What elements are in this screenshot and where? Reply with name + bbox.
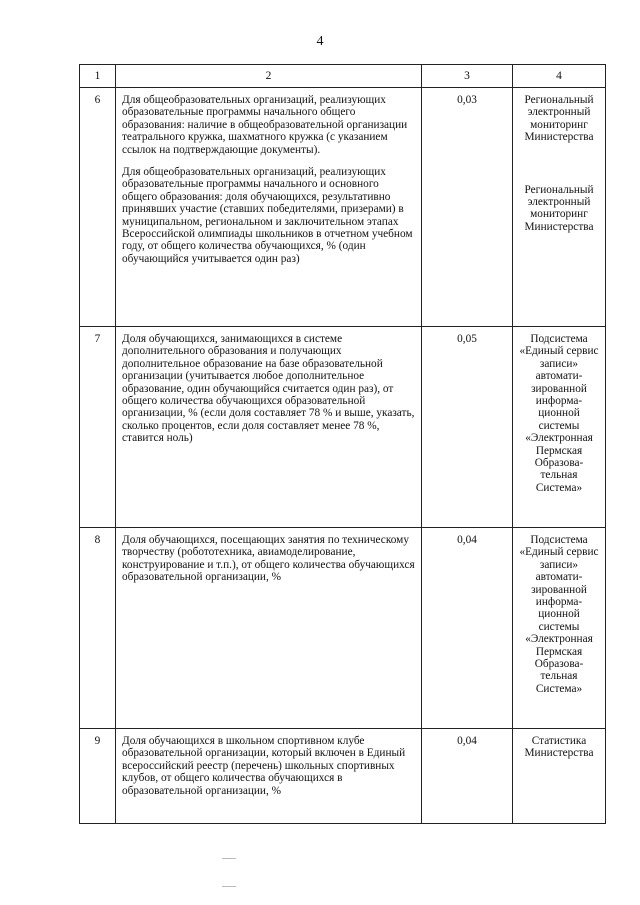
header-cell-4: 4 bbox=[513, 65, 606, 88]
row-number: 7 bbox=[80, 327, 116, 528]
table-header-row bbox=[80, 65, 606, 88]
criterion-paragraph: Доля обучающихся, посещающих занятия по техническому творчеству (робототехника, авиамоделирование, конструирование и т.п.), от общего количества обучающихся образовательной организации, % bbox=[122, 534, 415, 584]
row-number: 8 bbox=[80, 528, 116, 729]
header-cell-3: 3 bbox=[422, 65, 513, 88]
criterion-description bbox=[116, 327, 422, 528]
criterion-description bbox=[116, 528, 422, 729]
table-row bbox=[80, 528, 606, 729]
data-source-text: Региональный электронный мониторинг Министерства bbox=[524, 94, 594, 144]
criterion-paragraph: Доля обучающихся в школьном спортивном клубе образовательной организации, который включен в Единый всероссийский реестр (перечень) школьных спортивных клубов, от общего количества обучающихся в образовательной организации, % bbox=[122, 735, 406, 797]
criteria-table bbox=[79, 64, 606, 824]
data-source-text: Подсистема «Единый сервис записи» автомати-зированной информа-ционной системы «Электронная Пермская Образова-тельная Система» bbox=[519, 534, 599, 695]
table-row bbox=[80, 327, 606, 528]
row-number: 6 bbox=[80, 88, 116, 327]
header-cell-1: 1 bbox=[80, 65, 116, 88]
criterion-paragraph: Для общеобразовательных организаций, реализующих образовательные программы начального общего образования: наличие в общеобразовательной организации театрального кружка, шахматного кружка (с указанием ссылок на подтверждающие документы). bbox=[122, 94, 408, 156]
criterion-weight: 0,04 bbox=[422, 528, 513, 729]
scan-mark bbox=[222, 858, 236, 859]
data-source-text: Статистика Министерства bbox=[524, 735, 594, 760]
criterion-weight: 0,04 bbox=[422, 729, 513, 824]
data-source bbox=[513, 327, 606, 528]
data-source-text: Подсистема «Единый сервис записи» автомати-зированной информа-ционной системы «Электронная Пермская Образова-тельная Система» bbox=[519, 333, 599, 494]
header-cell-2: 2 bbox=[116, 65, 422, 88]
data-source bbox=[513, 88, 606, 327]
criterion-description bbox=[116, 729, 422, 824]
table-row bbox=[80, 88, 606, 327]
criterion-weight: 0,05 bbox=[422, 327, 513, 528]
table-row bbox=[80, 729, 606, 824]
page-number: 4 bbox=[316, 34, 324, 49]
row-number: 9 bbox=[80, 729, 116, 824]
scan-mark bbox=[222, 886, 236, 887]
criterion-paragraph: Для общеобразовательных организаций, реализующих образовательные программы начального и основного общего образования: доля обучающихся, результативно принявших участие (ставших победителями, призерами) в муниципальном, региональном и заключительном этапах Всероссийской олимпиады школьников в отчетном учебном году, от общего количества обучающихся, % (один обучающийся учитывается один раз) bbox=[122, 166, 413, 265]
criterion-paragraph: Доля обучающихся, занимающихся в системе дополнительного образования и получающих дополнительное образование на базе образовательной организации (учитывается любое дополнительное образование, один обучающийся считается один раз), от общего количества обучающихся образовательной организации, % (если доля составляет 78 % и выше, указать, сколько процентов, если доля составляет менее 78 %, ставится ноль) bbox=[122, 333, 415, 445]
data-source bbox=[513, 528, 606, 729]
data-source-text: Региональный электронный мониторинг Министерства bbox=[524, 183, 594, 233]
data-source bbox=[513, 729, 606, 824]
criterion-description bbox=[116, 88, 422, 327]
criterion-weight: 0,03 bbox=[422, 88, 513, 327]
